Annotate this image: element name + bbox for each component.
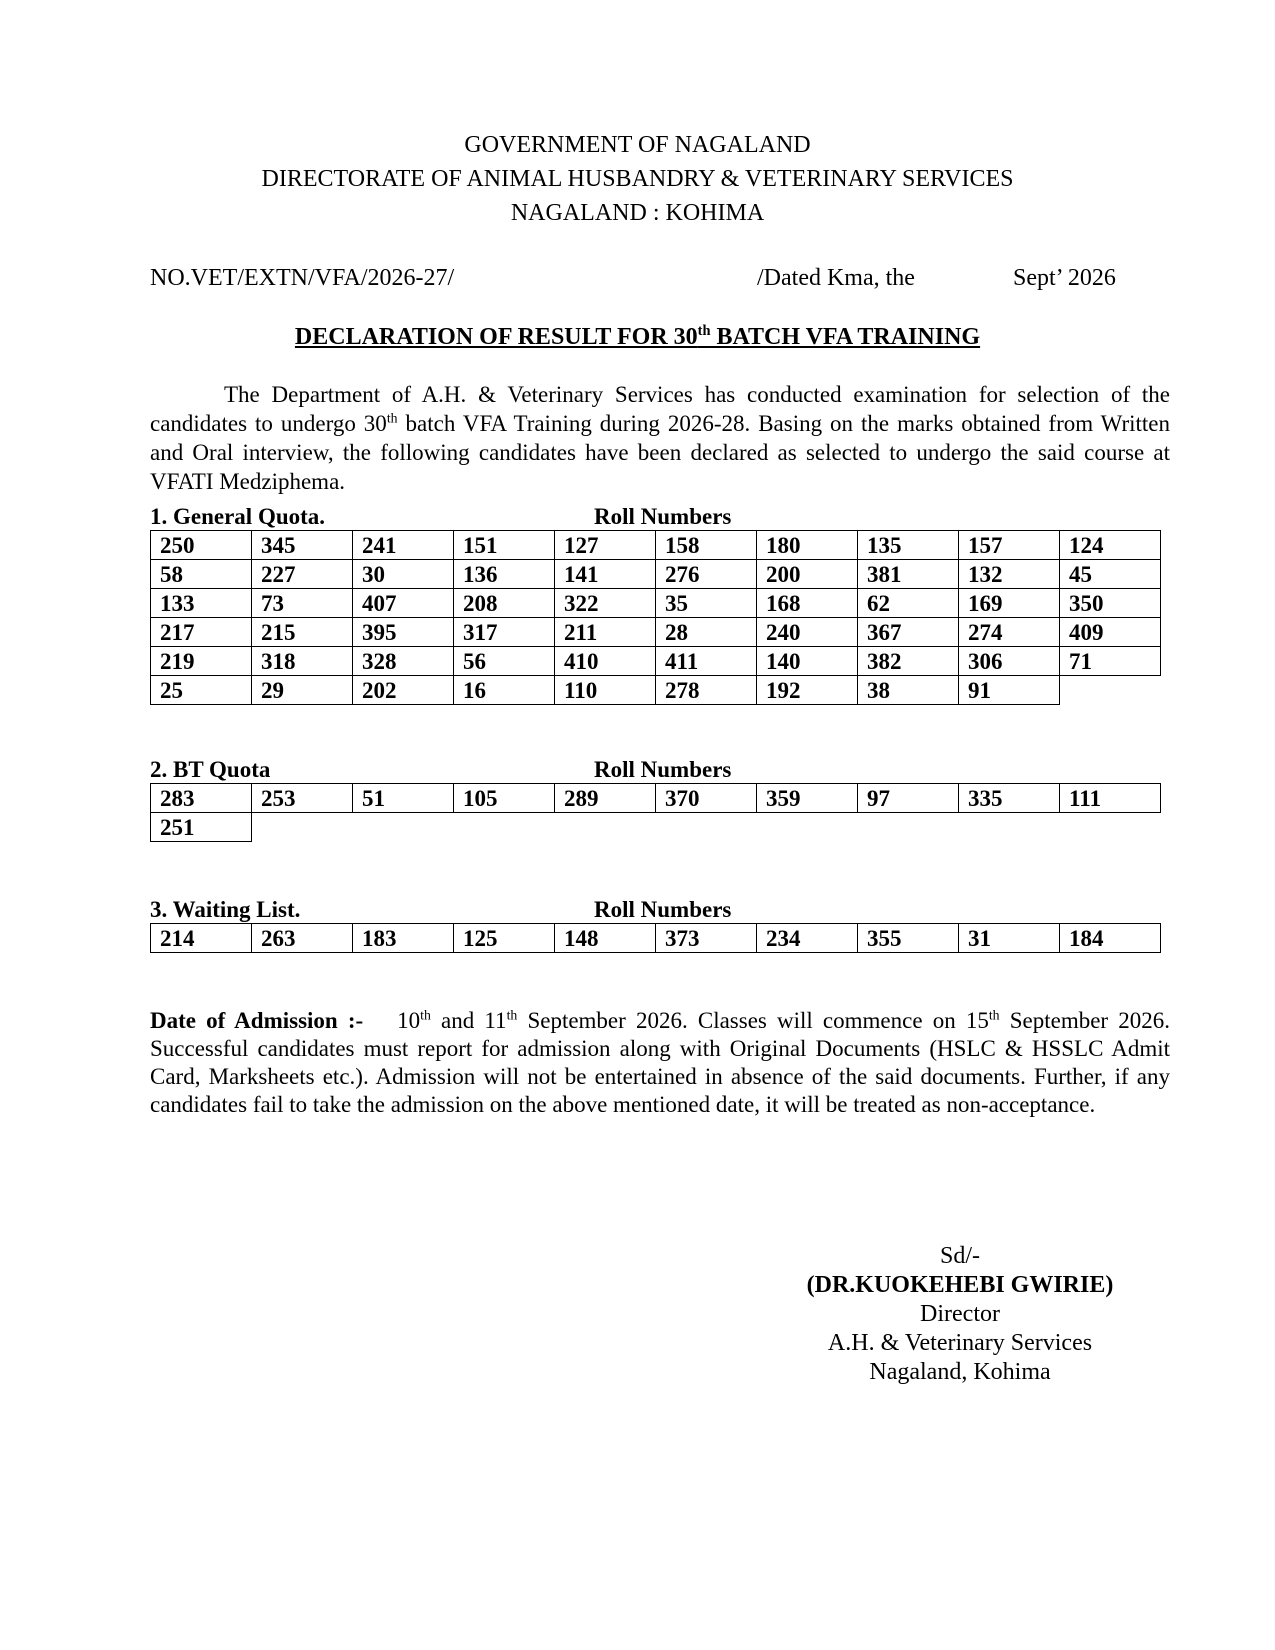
roll-number-cell: 97 (858, 784, 959, 813)
roll-number-cell: 136 (454, 560, 555, 589)
roll-number-cell: 328 (353, 647, 454, 676)
roll-number-cell: 306 (959, 647, 1060, 676)
waiting-list-title: 3. Waiting List. (150, 897, 301, 922)
roll-number-cell: 407 (353, 589, 454, 618)
roll-number-cell: 253 (252, 784, 353, 813)
bt-quota-roll-label: Roll Numbers (594, 757, 732, 782)
reference-number: NO.VET/EXTN/VFA/2026-27/ (150, 265, 455, 291)
roll-number-cell: 38 (858, 676, 959, 705)
roll-number-cell: 227 (252, 560, 353, 589)
roll-number-cell: 395 (353, 618, 454, 647)
roll-number-cell: 71 (1060, 647, 1161, 676)
table-row (151, 589, 1161, 618)
admission-day-2: and 11 (430, 1008, 507, 1033)
roll-number-cell: 381 (858, 560, 959, 589)
roll-number-cell: 192 (757, 676, 858, 705)
empty-cell (1060, 676, 1161, 705)
roll-number-cell: 127 (555, 531, 656, 560)
roll-number-cell: 289 (555, 784, 656, 813)
admission-day-1: 10 (397, 1008, 421, 1033)
intro-text-start: The Department of A.H. & Veterinary Services has conducted examination for selection of the candidates to undergo 30 (150, 382, 1170, 436)
roll-number-cell: 214 (151, 924, 252, 953)
roll-number-cell: 169 (959, 589, 1060, 618)
roll-number-cell: 215 (252, 618, 353, 647)
roll-number-cell: 251 (151, 813, 252, 842)
admission-text-1: September 2026. Classes will commence on 15 (517, 1008, 989, 1033)
roll-number-cell: 208 (454, 589, 555, 618)
admission-paragraph (150, 1007, 1170, 1119)
waiting-list-roll-label: Roll Numbers (594, 897, 732, 922)
roll-number-cell: 241 (353, 531, 454, 560)
empty-cell (454, 813, 555, 842)
table-row (151, 676, 1161, 705)
roll-number-cell: 56 (454, 647, 555, 676)
signatory-office: A.H. & Veterinary Services (827, 1330, 1093, 1356)
signature-block (760, 1242, 1160, 1387)
roll-number-cell: 58 (151, 560, 252, 589)
roll-number-cell: 132 (959, 560, 1060, 589)
header-line-government: GOVERNMENT OF NAGALAND (464, 132, 811, 158)
signatory-designation: Director (920, 1301, 1000, 1327)
roll-number-cell: 359 (757, 784, 858, 813)
general-quota-title: 1. General Quota. (150, 504, 326, 529)
admission-day-3-sup: th (988, 1007, 1000, 1023)
roll-number-cell: 133 (151, 589, 252, 618)
roll-number-cell: 45 (1060, 560, 1161, 589)
roll-number-cell: 335 (959, 784, 1060, 813)
roll-number-cell: 28 (656, 618, 757, 647)
roll-number-cell: 29 (252, 676, 353, 705)
roll-number-cell: 140 (757, 647, 858, 676)
header-line-directorate: DIRECTORATE OF ANIMAL HUSBANDRY & VETERINARY SERVICES (261, 166, 1014, 192)
roll-number-cell: 345 (252, 531, 353, 560)
empty-cell (959, 813, 1060, 842)
roll-number-cell: 111 (1060, 784, 1161, 813)
table-row (151, 618, 1161, 647)
roll-number-cell: 151 (454, 531, 555, 560)
intro-paragraph (150, 380, 1170, 496)
roll-number-cell: 31 (959, 924, 1060, 953)
roll-number-cell: 157 (959, 531, 1060, 560)
intro-superscript: th (386, 410, 398, 426)
intro-text-end: batch VFA Training during 2026-28. Basing on the marks obtained from Written and Oral interview, the following candidates have been declared as selected to undergo the said course at VFATI Medziphema. (150, 411, 1170, 494)
empty-cell (353, 813, 454, 842)
roll-number-cell: 263 (252, 924, 353, 953)
dated-month-year: Sept’ 2026 (1013, 265, 1116, 291)
waiting-list-table (150, 923, 1161, 953)
roll-number-cell: 370 (656, 784, 757, 813)
table-row (151, 784, 1161, 813)
admission-label: Date of Admission :- (150, 1008, 364, 1033)
roll-number-cell: 35 (656, 589, 757, 618)
table-row (151, 813, 1161, 842)
roll-number-cell: 141 (555, 560, 656, 589)
roll-number-cell: 217 (151, 618, 252, 647)
roll-number-cell: 322 (555, 589, 656, 618)
roll-number-cell: 135 (858, 531, 959, 560)
roll-number-cell: 110 (555, 676, 656, 705)
roll-number-cell: 200 (757, 560, 858, 589)
bt-quota-table (150, 783, 1161, 842)
roll-number-cell: 350 (1060, 589, 1161, 618)
roll-number-cell: 62 (858, 589, 959, 618)
roll-number-cell: 183 (353, 924, 454, 953)
roll-number-cell: 410 (555, 647, 656, 676)
signatory-place: Nagaland, Kohima (869, 1359, 1051, 1385)
admission-day-1-sup: th (420, 1007, 431, 1023)
roll-number-cell: 158 (656, 531, 757, 560)
roll-number-cell: 274 (959, 618, 1060, 647)
title-text-end: BATCH VFA TRAINING (710, 324, 981, 350)
empty-cell (1060, 813, 1161, 842)
empty-cell (757, 813, 858, 842)
roll-number-cell: 317 (454, 618, 555, 647)
roll-number-cell: 276 (656, 560, 757, 589)
roll-number-cell: 234 (757, 924, 858, 953)
roll-number-cell: 318 (252, 647, 353, 676)
general-quota-table (150, 530, 1161, 705)
empty-cell (555, 813, 656, 842)
signature-sd: Sd/- (939, 1243, 980, 1269)
empty-cell (656, 813, 757, 842)
roll-number-cell: 73 (252, 589, 353, 618)
roll-number-cell: 91 (959, 676, 1060, 705)
roll-number-cell: 278 (656, 676, 757, 705)
admission-day-2-sup: th (506, 1007, 518, 1023)
admission-text-2: September 2026. Successful candidates must report for admission along with Original Documents (HSLC & HSSLC Admit Card, Marksheets etc.). Admission will not be entertained in absence of the said documents. Further, if any candidates fail to take the admission on the above mentioned date, it will be treated as non-acceptance. (150, 1008, 1170, 1117)
general-quota-roll-label: Roll Numbers (594, 504, 732, 529)
table-row (151, 924, 1161, 953)
roll-number-cell: 184 (1060, 924, 1161, 953)
roll-number-cell: 373 (656, 924, 757, 953)
roll-number-cell: 411 (656, 647, 757, 676)
roll-number-cell: 250 (151, 531, 252, 560)
roll-number-cell: 125 (454, 924, 555, 953)
document-title (0, 322, 1275, 352)
roll-number-cell: 148 (555, 924, 656, 953)
roll-number-cell: 382 (858, 647, 959, 676)
roll-number-cell: 202 (353, 676, 454, 705)
bt-quota-title: 2. BT Quota (150, 757, 271, 782)
dated-label: /Dated Kma, the (757, 265, 915, 291)
roll-number-cell: 168 (757, 589, 858, 618)
roll-number-cell: 124 (1060, 531, 1161, 560)
roll-number-cell: 16 (454, 676, 555, 705)
roll-number-cell: 409 (1060, 618, 1161, 647)
roll-number-cell: 25 (151, 676, 252, 705)
letterhead (0, 128, 1275, 230)
title-text-start: DECLARATION OF RESULT FOR 30 (294, 324, 698, 350)
roll-number-cell: 30 (353, 560, 454, 589)
roll-number-cell: 51 (353, 784, 454, 813)
roll-number-cell: 240 (757, 618, 858, 647)
roll-number-cell: 180 (757, 531, 858, 560)
roll-number-cell: 355 (858, 924, 959, 953)
title-superscript: th (697, 323, 711, 339)
table-row (151, 560, 1161, 589)
roll-number-cell: 283 (151, 784, 252, 813)
roll-number-cell: 219 (151, 647, 252, 676)
header-line-location: NAGALAND : KOHIMA (510, 200, 765, 226)
roll-number-cell: 367 (858, 618, 959, 647)
roll-number-cell: 105 (454, 784, 555, 813)
table-row (151, 531, 1161, 560)
empty-cell (252, 813, 353, 842)
roll-number-cell: 211 (555, 618, 656, 647)
signatory-name: (DR.KUOKEHEBI GWIRIE) (806, 1272, 1114, 1298)
empty-cell (858, 813, 959, 842)
table-row (151, 647, 1161, 676)
